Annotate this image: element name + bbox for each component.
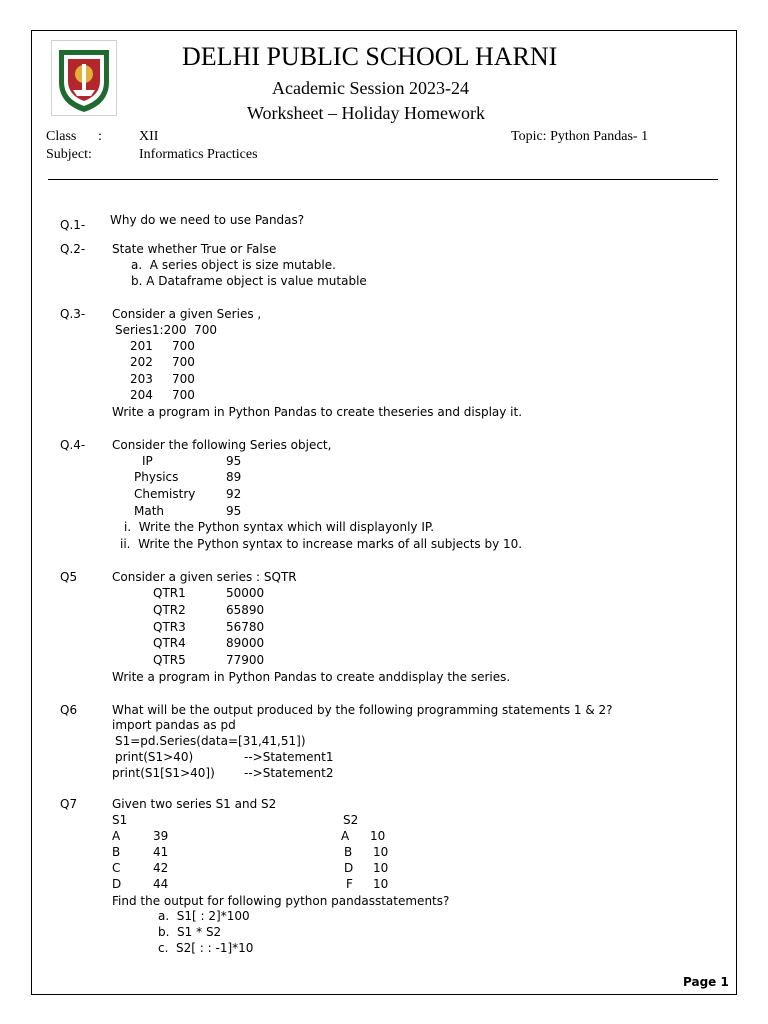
q7-s1-index: B: [112, 845, 121, 859]
school-logo: [51, 40, 117, 116]
q4-row-value: 95: [226, 454, 242, 468]
q5-row-value: 56780: [226, 620, 265, 634]
q5-number: Q5: [60, 570, 78, 584]
q7-number: Q7: [60, 797, 78, 811]
q6-code-line: import pandas as pd: [112, 718, 236, 732]
q3-series-row: 203 700: [130, 372, 195, 386]
header-divider: [48, 179, 718, 180]
q6-code-line: S1=pd.Series(data=[31,41,51]): [115, 734, 306, 748]
q3-task: Write a program in Python Pandas to create theseries and display it.: [112, 405, 523, 419]
q7-part-b: b. S1 * S2: [158, 925, 222, 939]
q7-s1-label: S1: [112, 813, 128, 827]
q4-part-i: i. Write the Python syntax which will displayonly IP.: [124, 520, 435, 534]
q5-row-label: QTR1: [153, 586, 186, 600]
q4-row-label: Math: [134, 504, 165, 518]
topic: Topic: Python Pandas- 1: [511, 129, 649, 144]
q7-s2-label: S2: [343, 813, 359, 827]
class-value: XII: [139, 129, 159, 144]
q7-s2-value: 10: [373, 845, 389, 859]
q5-row-label: QTR2: [153, 603, 186, 617]
q3-series-row: 204 700: [130, 388, 195, 402]
q7-task: Find the output for following python pandasstatements?: [112, 894, 450, 908]
q6-text: What will be the output produced by the following programming statements 1 & 2?: [112, 703, 613, 717]
q3-number: Q.3-: [60, 307, 86, 321]
q4-row-value: 95: [226, 504, 242, 518]
q6-statement-note: -->Statement1: [244, 750, 334, 764]
q4-row-label: Chemistry: [134, 487, 196, 501]
q3-series-row: 202 700: [130, 355, 195, 369]
q4-text: Consider the following Series object,: [112, 438, 332, 452]
q3-series-head: Series1:200 700: [115, 323, 218, 337]
q5-row-label: QTR3: [153, 620, 186, 634]
q5-text: Consider a given series : SQTR: [112, 570, 297, 584]
q7-s1-index: D: [112, 877, 122, 891]
q4-number: Q.4-: [60, 438, 86, 452]
q6-number: Q6: [60, 703, 78, 717]
q5-row-value: 89000: [226, 636, 265, 650]
q7-s1-value: 39: [153, 829, 169, 843]
academic-session: Academic Session 2023-24: [272, 78, 469, 98]
q4-row-value: 92: [226, 487, 242, 501]
subject-label: Subject:: [46, 147, 92, 162]
q7-part-a: a. S1[ : 2]*100: [158, 909, 250, 923]
q4-row-value: 89: [226, 470, 242, 484]
q3-text: Consider a given Series ,: [112, 307, 262, 321]
q7-s2-value: 10: [373, 861, 389, 875]
q7-part-c: c. S2[ : : -1]*10: [158, 941, 254, 955]
q7-s2-index: A: [341, 829, 350, 843]
q7-s2-value: 10: [373, 877, 389, 891]
q7-s1-value: 42: [153, 861, 169, 875]
q1-number: Q.1-: [60, 218, 86, 232]
q7-s2-index: F: [346, 877, 353, 891]
q7-s1-value: 44: [153, 877, 169, 891]
worksheet-title: Worksheet – Holiday Homework: [247, 103, 485, 123]
q2-number: Q.2-: [60, 242, 86, 256]
q5-row-value: 50000: [226, 586, 265, 600]
q7-s1-index: A: [112, 829, 121, 843]
q2-option-b: b. A Dataframe object is value mutable: [131, 274, 367, 288]
q3-series-row: 201 700: [130, 339, 195, 353]
q6-code-line: print(S1[S1>40]): [112, 766, 215, 780]
school-name: DELHI PUBLIC SCHOOL HARNI: [182, 42, 558, 71]
subject-value: Informatics Practices: [139, 147, 258, 162]
q6-code-line: print(S1>40): [115, 750, 194, 764]
q2-option-a: a. A series object is size mutable.: [131, 258, 336, 272]
q7-s1-value: 41: [153, 845, 169, 859]
q5-row-value: 65890: [226, 603, 265, 617]
class-label: Class: [46, 129, 77, 144]
q5-row-label: QTR5: [153, 653, 186, 667]
page-number: Page 1: [683, 975, 729, 989]
q1-text: Why do we need to use Pandas?: [110, 213, 305, 227]
q5-row-value: 77900: [226, 653, 265, 667]
q6-statement-note: -->Statement2: [244, 766, 334, 780]
q4-row-label: IP: [142, 454, 153, 468]
q7-s1-index: C: [112, 861, 121, 875]
q7-s2-index: D: [344, 861, 354, 875]
q7-s2-index: B: [344, 845, 353, 859]
q7-text: Given two series S1 and S2: [112, 797, 277, 811]
q4-part-ii: ii. Write the Python syntax to increase marks of all subjects by 10.: [120, 537, 523, 551]
class-colon: :: [98, 129, 102, 144]
q4-row-label: Physics: [134, 470, 179, 484]
q7-s2-value: 10: [370, 829, 386, 843]
q5-row-label: QTR4: [153, 636, 186, 650]
q2-text: State whether True or False: [112, 242, 277, 256]
q5-task: Write a program in Python Pandas to create anddisplay the series.: [112, 670, 511, 684]
